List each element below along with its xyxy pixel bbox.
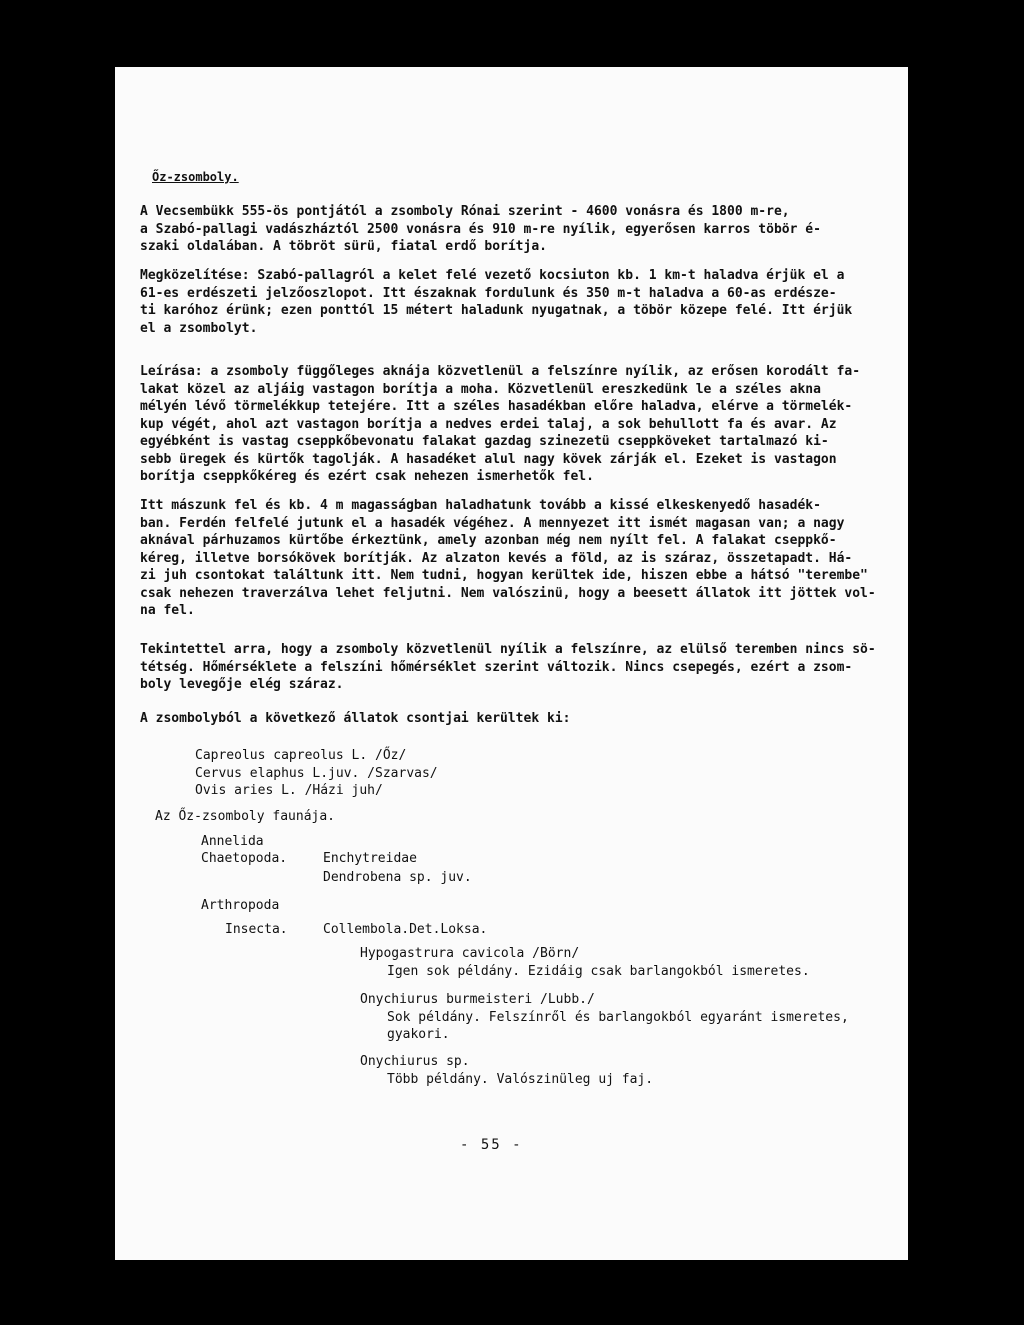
species-entry <box>360 1053 653 1088</box>
species-name: Onychiurus sp. <box>360 1054 470 1069</box>
document-page <box>115 67 908 1260</box>
text-line: Tekintettel arra, hogy a zsomboly közvetlenül nyílik a felszínre, az elülső teremben nincs sö- <box>140 642 876 657</box>
taxon-dendrobena: Dendrobena sp. juv. <box>323 870 472 885</box>
species-note: gyakori. <box>387 1027 450 1042</box>
paragraph-description <box>140 363 885 486</box>
taxon-annelida: Annelida <box>201 834 264 849</box>
text-line: aknával párhuzamos kürtőbe érkeztünk, amely azonban még nem nyílt fel. A falakat cseppkő- <box>140 533 837 548</box>
text-line: sebb üregek és kürtők tagolják. A hasadéket alul nagy kövek zárják el. Ezeket is vastagon <box>140 451 837 467</box>
text-line: borítja cseppkőkéreg és ezért csak nehezen ismerhetők fel. <box>140 469 594 484</box>
species-entry <box>360 991 849 1044</box>
text-line: Megközelítése: Szabó-pallagról a kelet felé vezető kocsiuton kb. 1 km-t haladva érjük el a <box>140 268 845 283</box>
species-note: Több példány. Valószinüleg uj faj. <box>387 1071 654 1087</box>
paragraph-location <box>140 203 885 256</box>
text-line: el a zsombolyt. <box>140 320 258 336</box>
text-line: mélyén lévő törmelékkup tetejére. Itt a széles hasadékban előre haladva, elérve a törmelék- <box>140 399 853 414</box>
taxon-insecta: Insecta. <box>225 922 288 937</box>
species-name: Hypogastrura cavicola /Börn/ <box>360 946 580 961</box>
list-item: Cervus elaphus L.juv. /Szarvas/ <box>195 765 438 781</box>
text-line: ti karóhoz érünk; ezen ponttól 15 métert haladunk nyugatnak, a töbör közepe felé. Itt érjük <box>140 303 853 318</box>
text-line: ban. Ferdén felfelé jutunk el a hasadék végéhez. A mennyezet itt ismét magasan van; a nagy <box>140 515 845 531</box>
text-line: 61-es erdészeti jelzőoszlopot. Itt északnak fordulunk és 350 m-t haladva a 60-as erdésze- <box>140 285 837 301</box>
text-line: kup végét, ahol azt vastagon borítja a nedves erdei talaj, a sok behullott fa és avar. Az <box>140 416 837 432</box>
page-title: Őz-zsomboly. <box>152 170 239 184</box>
text-line: a Szabó-pallagi vadászháztól 2500 vonásra és 910 m-re nyílik, egyerősen karros töbör é- <box>140 221 821 237</box>
list-item: Ovis aries L. /Házi juh/ <box>195 783 383 798</box>
paragraph-climb <box>140 497 885 620</box>
text-line: lakat közel az aljáig vastagon borítja a moha. Közvetlenül ereszkedünk le a széles akna <box>140 381 821 397</box>
paragraph-climate <box>140 641 885 694</box>
page-number: - 55 - <box>460 1137 523 1153</box>
section-heading: Az Őz-zsomboly faunája. <box>155 809 336 824</box>
species-note: Igen sok példány. Ezidáig csak barlangokból ismeretes. <box>387 963 810 979</box>
text-line: A Vecsembükk 555-ös pontjától a zsomboly Rónai szerint - 4600 vonásra és 1800 m-re, <box>140 204 790 219</box>
text-line: na fel. <box>140 603 195 618</box>
text-line: Itt mászunk fel és kb. 4 m magasságban haladhatunk tovább a kissé elkeskenyedő hasadék- <box>140 498 821 513</box>
taxon-collembola: Collembola.Det.Loksa. <box>323 922 488 937</box>
taxon-chaetopoda: Chaetopoda. <box>201 851 288 866</box>
text-line: szaki oldalában. A töbröt sürü, fiatal erdő borítja. <box>140 239 547 254</box>
taxon-arthropoda: Arthropoda <box>201 898 280 913</box>
species-name: Onychiurus burmeisteri /Lubb./ <box>360 992 595 1007</box>
species-note: Sok példány. Felszínről és barlangokból egyaránt ismeretes, <box>387 1009 849 1025</box>
species-entry <box>360 945 810 980</box>
animal-list <box>195 747 438 800</box>
text-line: kéreg, illetve borsókövek borítják. Az alzaton kevés a föld, az is száraz, összetapadt. Há- <box>140 550 853 566</box>
paragraph-approach <box>140 267 885 337</box>
text-line: egyébként is vastag cseppkőbevonatu falakat gazdag szinezetü cseppköveket tartalmazó ki- <box>140 434 829 449</box>
text-line: boly levegője elég száraz. <box>140 677 344 692</box>
fauna-heading <box>155 808 335 826</box>
text-line: A zsombolyból a következő állatok csontjai kerültek ki: <box>140 711 571 726</box>
text-line: tétség. Hőmérséklete a felszíni hőmérséklet szerint változik. Nincs csepegés, ezért a zsom- <box>140 659 853 675</box>
text-line: zi juh csontokat találtunk itt. Nem tudni, hogyan kerültek ide, hiszen ebbe a hátsó "terembe" <box>140 568 868 583</box>
text-line: Leírása: a zsomboly függőleges aknája közvetlenül a felszínre nyílik, az erősen korodált fa- <box>140 364 861 379</box>
list-item: Capreolus capreolus L. /Őz/ <box>195 748 407 763</box>
paragraph-bones-intro <box>140 710 885 728</box>
text-line: csak nehezen traverzálva lehet feljutni. Nem valószinü, hogy a beesett állatok itt jöttek vol- <box>140 585 876 601</box>
taxon-enchytreidae: Enchytreidae <box>323 851 417 866</box>
